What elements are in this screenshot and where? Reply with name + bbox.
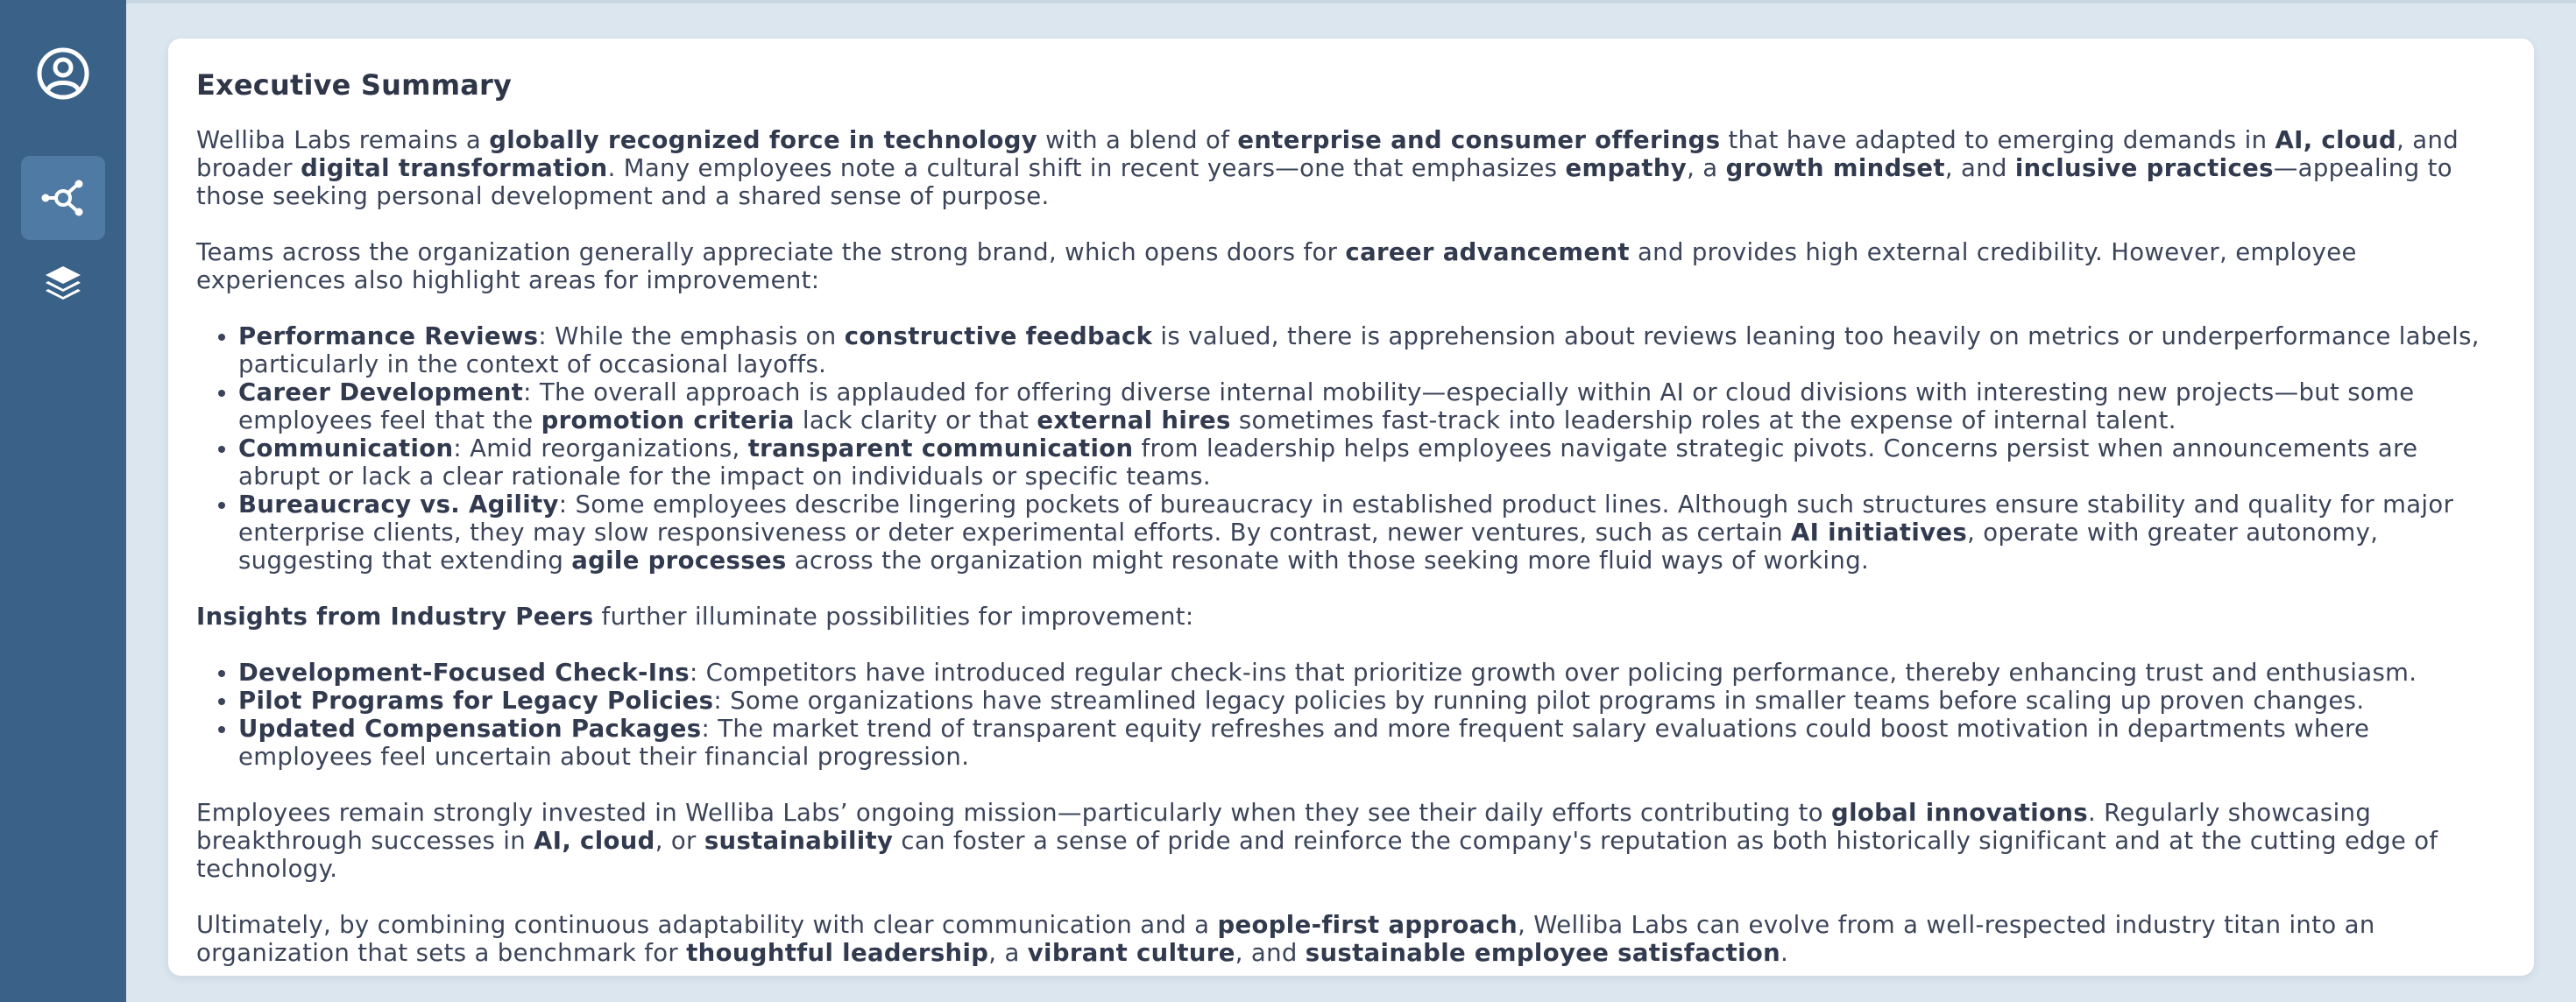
list-item [238,322,2506,378]
top-divider [126,0,2576,4]
bold-phrase: people-first approach [1217,911,1518,939]
summary-paragraph-conclusion [196,911,2506,967]
bold-phrase: sustainability [704,827,894,855]
text-run: : The market trend of transparent equity refreshes and more frequent salary evaluations could boost motivation in departments where employees feel uncertain about their financial progression. [238,715,2370,771]
text-run: with a blend of [1037,126,1238,154]
bold-phrase: constructive feedback [844,322,1153,350]
text-run: Teams across the organization generally appreciate the strong brand, which opens doors for [196,238,1346,266]
text-run: : The overall approach is applauded for offering diverse internal mobility—especially within AI or cloud divisions with interesting new projects—but some employees feel that the [238,378,2415,434]
bold-phrase: digital transformation [301,154,608,182]
executive-summary-card [168,39,2534,976]
summary-paragraph-peers [196,603,2506,631]
list-item [238,659,2506,687]
text-run: sometimes fast-track into leadership roles at the expense of internal talent. [1230,406,2176,434]
text-run: that have adapted to emerging demands in [1720,126,2275,154]
summary-paragraph-mission [196,799,2506,883]
user-circle-icon [35,46,91,102]
bold-phrase: AI, cloud [534,827,655,855]
bold-phrase: Career Development [238,378,524,406]
bold-phrase: empathy [1565,154,1688,182]
text-run: , Welliba Labs can evolve from a well-respected industry titan into an organization that sets a benchmark for [196,911,2375,967]
text-run: Employees remain strongly invested in Welliba Labs’ ongoing mission—particularly when they see their daily efforts contributing to [196,799,1832,827]
text-run: , and [1944,154,2015,182]
bold-phrase: Communication [238,434,454,462]
bold-phrase: promotion criteria [541,406,795,434]
bold-phrase: global innovations [1831,799,2088,827]
text-run: . [1780,939,1789,967]
sidebar-item-layers[interactable] [21,242,105,326]
text-run: : While the emphasis on [538,322,845,350]
list-item [238,378,2506,434]
bold-phrase: Insights from Industry Peers [196,603,594,631]
text-run: : Competitors have introduced regular check-ins that prioritize growth over policing performance, thereby enhancing trust and enthusiasm. [689,659,2417,687]
text-run: Welliba Labs remains a [196,126,490,154]
bold-phrase: Development-Focused Check-Ins [238,659,690,687]
bold-phrase: Updated Compensation Packages [238,715,702,743]
page-title: Executive Summary [196,68,513,102]
peer-insights-list [196,659,2506,771]
text-run: , a [1687,154,1726,182]
network-nodes-icon [39,173,88,222]
text-run: , a [988,939,1028,967]
text-run: , and [1235,939,1306,967]
summary-paragraph-brand [196,238,2506,294]
bold-phrase: vibrant culture [1027,939,1235,967]
bold-phrase: growth mindset [1725,154,1945,182]
text-run: and provides high external credibility. However, employee experiences also highlight areas for improvement: [196,238,2357,294]
text-run: : Some employees describe lingering pockets of bureaucracy in established product lines. Although such structures ensure stability and quality for major enterprise clients, they may slow responsiveness or deter experimental efforts. By contrast, newer ventures, such as certain [238,490,2454,547]
bold-phrase: Bureaucracy vs. Agility [238,490,559,519]
sidebar-item-graph[interactable] [21,156,105,240]
list-item [238,490,2506,575]
improvement-areas-list [196,322,2506,575]
text-run: from leadership helps employees navigate strategic pivots. Concerns persist when announcements are abrupt or lack a clear rationale for the impact on individuals or specific teams. [238,434,2418,490]
bold-phrase: Pilot Programs for Legacy Policies [238,687,714,715]
text-run: across the organization might resonate with those seeking more fluid ways of working. [786,547,1870,575]
text-run: : Amid reorganizations, [453,434,748,462]
bold-phrase: sustainable employee satisfaction [1305,939,1781,967]
bold-phrase: transparent communication [747,434,1134,462]
text-run: is valued, there is apprehension about reviews leaning too heavily on metrics or underperformance labels, particularly in the context of occasional layoffs. [238,322,2480,378]
text-run: can foster a sense of pride and reinforce the company's reputation as both historically significant and at the cutting edge of technology. [196,827,2438,883]
bold-phrase: external hires [1037,406,1231,434]
summary-paragraph-intro [196,126,2506,210]
text-run: further illuminate possibilities for improvement: [593,603,1194,631]
text-run: . Many employees note a cultural shift in recent years—one that emphasizes [607,154,1566,182]
bold-phrase: career advancement [1345,238,1630,266]
text-run: , operate with greater autonomy, suggesting that extending [238,519,2379,575]
bold-phrase: enterprise and consumer offerings [1237,126,1721,154]
layers-icon [42,263,84,305]
list-item [238,434,2506,490]
text-run: lack clarity or that [794,406,1037,434]
bold-phrase: globally recognized force in technology [489,126,1038,154]
bold-phrase: AI initiatives [1791,519,1968,547]
bold-phrase: inclusive practices [2014,154,2274,182]
bold-phrase: AI, cloud [2275,126,2397,154]
sidebar-item-profile[interactable] [21,32,105,116]
text-run: . Regularly showcasing breakthrough successes in [196,799,2372,855]
text-run: —appealing to those seeking personal development and a shared sense of purpose. [196,154,2452,210]
text-run: Ultimately, by combining continuous adaptability with clear communication and a [196,911,1218,939]
sidebar [0,0,126,1002]
bold-phrase: agile processes [571,547,787,575]
text-run: : Some organizations have streamlined legacy policies by running pilot programs in smaller teams before scaling up proven changes. [713,687,2365,715]
bold-phrase: thoughtful leadership [686,939,989,967]
text-run: , or [655,827,704,855]
list-item [238,715,2506,771]
bold-phrase: Performance Reviews [238,322,539,350]
list-item [238,687,2506,715]
text-run: , and broader [196,126,2459,182]
